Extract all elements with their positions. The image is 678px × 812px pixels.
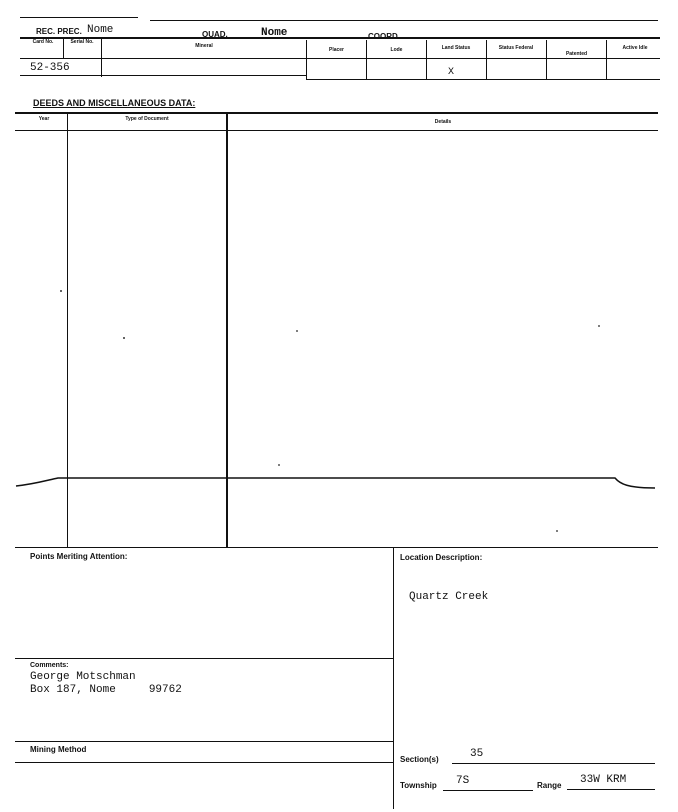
deeds-header-rule	[15, 130, 658, 131]
mining-top-rule	[15, 741, 393, 742]
record-table-header-rule	[20, 58, 660, 59]
scan-speck	[598, 325, 600, 327]
range-label: Range	[537, 781, 562, 790]
scan-speck	[278, 464, 280, 466]
township-underline	[443, 790, 533, 791]
card-no-value: 52-356	[30, 62, 70, 74]
range-value: 33W KRM	[580, 774, 627, 786]
col-lode: Lode	[390, 47, 403, 53]
rec-prec-label: REC. PREC.	[36, 27, 82, 36]
col-land-status: Land Status	[441, 45, 471, 51]
record-card-underline	[20, 75, 306, 76]
township-label: Township	[400, 781, 437, 790]
scan-speck	[60, 290, 62, 292]
section-value: 35	[470, 748, 484, 760]
deeds-top-rule	[15, 112, 658, 114]
record-col-divider	[606, 40, 607, 80]
col-patented: Patented	[565, 51, 588, 57]
col-serial-no: Serial No.	[70, 39, 94, 45]
col-active-idle: Active Idle	[622, 45, 648, 51]
col-type-of-document: Type of Document	[125, 116, 169, 122]
lower-section-top-rule	[15, 547, 658, 548]
location-label: Location Description:	[400, 553, 483, 562]
header-top-rule	[20, 17, 138, 18]
mining-bottom-rule	[15, 762, 393, 763]
quad-value: Nome	[261, 27, 288, 39]
record-col-divider	[486, 40, 487, 80]
fold-line	[0, 470, 678, 500]
col-mineral: Mineral	[195, 43, 213, 49]
record-col-divider	[366, 40, 367, 80]
record-col-divider	[306, 40, 307, 80]
scan-speck	[123, 337, 125, 339]
section-label: Section(s)	[400, 755, 439, 764]
range-underline	[567, 789, 655, 790]
col-placer: Placer	[328, 47, 344, 53]
comments-line-2: Box 187, Nome 99762	[30, 684, 182, 696]
record-col-divider	[101, 37, 102, 77]
land-status-mark: X	[448, 67, 455, 78]
coord-label: COORD.	[368, 32, 400, 41]
rec-prec-value: Nome	[87, 24, 114, 36]
scan-speck	[556, 530, 558, 532]
header-top-rule-right	[150, 20, 658, 21]
record-col-divider	[426, 40, 427, 80]
points-label: Points Meriting Attention:	[30, 552, 128, 561]
township-value: 7S	[456, 775, 470, 787]
quad-label: QUAD.	[202, 30, 228, 39]
record-col-divider	[546, 40, 547, 80]
deeds-section-title: DEEDS AND MISCELLANEOUS DATA:	[33, 98, 196, 108]
location-value: Quartz Creek	[409, 591, 489, 603]
scan-speck	[296, 330, 298, 332]
col-card-no: Card No.	[32, 39, 54, 45]
record-table-top-rule	[20, 37, 660, 39]
lower-center-divider	[393, 547, 394, 809]
comments-line-1: George Motschman	[30, 671, 136, 683]
col-details: Details	[434, 119, 452, 125]
section-underline	[452, 763, 655, 764]
mining-label: Mining Method	[30, 745, 87, 754]
col-year: Year	[38, 116, 50, 122]
col-status-federal: Status Federal	[498, 45, 534, 51]
comments-top-rule	[15, 658, 393, 659]
comments-label: Comments:	[30, 662, 69, 669]
